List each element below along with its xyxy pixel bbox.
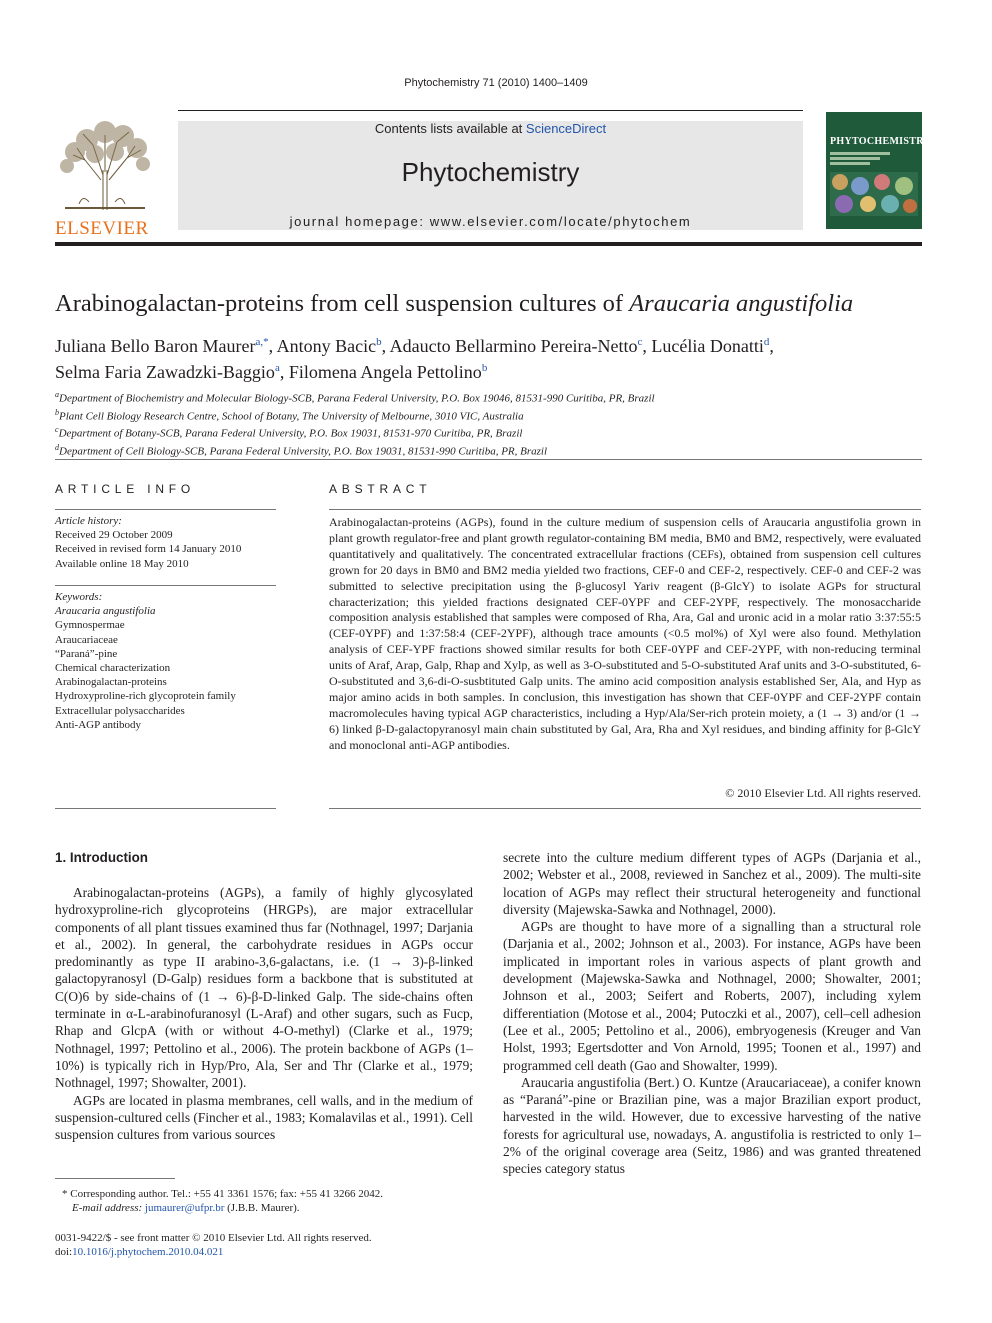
intro-paragraph-5: Araucaria angustifolia (Bert.) O. Kuntze (Araucariaceae), a conifer known as “Paraná”-pine or Brazilian pine, was a major Brazilian export product, harvested in the wild. However, due to excessive harvesting of the native forests for agricultural use, nowadays, A. angustifolia is restricted to only 1–2% of the original coverage area (Seitz, 1986) and was granted threatened species category status [503,1074,921,1177]
affiliation-item [55,423,922,441]
elsevier-logo[interactable] [55,120,155,239]
author-name[interactable]: Antony Bacic [276,336,377,356]
header-bottom-rule [55,242,922,246]
author-separator: , [268,336,277,356]
keyword-item: Anti-AGP antibody [55,718,142,731]
keyword-list [55,604,276,732]
publisher-name: ELSEVIER [55,218,149,239]
affiliation-item [55,388,922,406]
cover-artwork [830,172,918,216]
article-history [55,514,276,571]
article-title-text: Arabinogalactan-proteins from cell suspension cultures of [55,290,630,317]
author-line-1 [55,331,922,357]
keyword-item: Arabinogalactan-proteins [55,676,167,689]
article-info-rule-mid [55,585,276,586]
abstract-text: Arabinogalactan-proteins (AGPs), found in the culture medium of suspension cells of Araucaria angustifolia grown in plant growth regulator-free and plant growth regulator-containing BM media, BM0 and BM2, respectively, were evaluated quantitatively and qualitatively. The concentrated extracellular fractions (CEFs), obtained from suspension cell cultures grown for 20 days in BM0 and BM2 media yielded two fractions, CEF-0 and CEF-2, respectively. CEF-0 and CEF-2 was submitted to selective precipitation using the β-glucosyl Yariv reagent (β-GlcY) to isolate AGPs for structural characterization; this yielded fractions designated CEF-0YPF and CEF-2YPF, respectively. The monosaccharide composition analysis established that samples were composed of Rha, Ara, Gal and uronic acid in a molar ratio 3:37:55:5 (CEF-0YPF) and 1:37:58:4 (CEF-2YPF), although trace amounts (<0.5 mol%) of Xyl were also found. Methylation analysis of CEF-YPF fractions showed similar results for both CEF-0YPF and CEF-2YPF, with non-reducing terminal units of Araf, Arap, Galp, Rhap and Xylp, as well as 3-O-substituted and 5-O-substituted Araf units and 3-O-substituted, 6-O-substituted and 3,6-di-O-susbtituted Galp units. The amino acid composition analysis established Ser, Ala, and Hyp as major amino acids in both samples. In conclusion, this investigation has shown that CEF-0YPF and CEF-2YPF contain macromolecules having typical AGP characteristics, including a Hyp/Ala/Ser-rich protein moiety, a (1 → 3) and/or (1 → 6) linked β-D-galactopyranosyl main chain substituted by Gal, Ara, Rha and Xyl residues, and binding affinity for β-GlcY and monoclonal anti-AGP antibodies. [329,515,921,752]
affiliations [55,388,922,459]
keyword-item: “Paraná”-pine [55,647,118,660]
author-name[interactable]: Juliana Bello Baron Maurer [55,336,256,356]
doi-link[interactable]: 10.1016/j.phytochem.2010.04.021 [72,1246,224,1258]
intro-right-column [503,849,921,1178]
author-name[interactable]: Adaucto Bellarmino Pereira-Netto [389,336,638,356]
email-suffix: (J.B.B. Maurer). [224,1202,300,1214]
article-info-rule-top [55,509,276,510]
author-affiliation-mark[interactable]: c [637,336,643,348]
history-online: Available online 18 May 2010 [55,557,189,570]
article-title [55,290,853,318]
affiliation-mark: b [55,407,59,417]
keyword-item: Extracellular polysaccharides [55,704,185,717]
affiliation-mark: d [55,442,59,452]
corresponding-author-note [62,1187,482,1215]
author-affiliation-mark[interactable]: a [274,362,280,374]
affiliation-text: Department of Cell Biology-SCB, Parana Federal University, P.O. Box 19031, 81531-990 Curitiba, PR, Brazil [59,445,548,458]
journal-header-box [178,121,803,230]
intro-paragraph-1: Arabinogalactan-proteins (AGPs), a family of highly glycosylated hydroxyproline-rich glycoproteins (HRGPs), are major extracellular components of all plant tissues examined thus far (Nothnagel, 1997; Darjania et al., 2002). In general, the carbohydrate residues in AGPs occur predominantly as type II arabino-3,6-galactans, i.e. (1 → 3)-β-linked galactopyranosyl (D-Galp) residues form a backbone that is substituted at C(O)6 by side-chains of (1 → 6)-β-D-linked Galp. The side-chains often terminate in α-L-arabinofuranosyl (L-Araf) and other sugars, such as Fucp, Rhap and GlcpA (with or without 4-O-methyl) (Clarke et al., 1979; Nothnagel, 1997; Pettolino et al., 2006). The protein backbone of AGPs (1–10%) is typically rich in Hyp/Pro, Ala, Ser and Thr (Clarke et al., 1979; Nothnagel, 1997; Showalter, 2001). [55,885,473,1091]
author-separator: , [279,362,289,382]
author-affiliation-mark[interactable]: b [481,362,488,374]
keyword-item: Chemical characterization [55,662,171,675]
intro-heading: 1. Introduction [55,850,148,865]
header-top-rule [178,110,803,111]
affiliation-mark: c [55,425,59,435]
intro-left-column [55,884,473,1143]
affiliation-mark: a [55,390,59,399]
abstract-rule-bottom [329,808,921,809]
keyword-item: Gymnospermae [55,619,125,632]
author-line-2 [55,357,922,383]
keyword-item: Hydroxyproline-rich glycoprotein family [55,690,236,703]
keywords-label: Keywords: [55,591,103,603]
contents-line [178,121,803,136]
article-info-rule-bottom [55,808,276,809]
elsevier-tree-icon [55,120,155,212]
journal-cover-image[interactable] [826,112,931,229]
keyword-item: Araucaria angustifolia [55,605,156,618]
author-list [55,331,922,383]
doi-line [55,1245,555,1259]
history-label: Article history: [55,515,122,527]
journal-homepage[interactable]: journal homepage: www.elsevier.com/locate/phytochem [289,214,692,229]
history-revised: Received in revised form 14 January 2010 [55,543,242,556]
affiliation-text: Department of Biochemistry and Molecular Biology-SCB, Parana Federal University, P.O. Box 19046, 81531-990 Curitiba, PR, Brazil [59,392,655,405]
journal-title[interactable]: Phytochemistry [401,157,580,187]
keyword-item: Araucariaceae [55,633,118,646]
keywords-block [55,590,276,732]
affiliation-rule [55,459,922,460]
author-affiliation-mark[interactable]: b [376,336,382,348]
email-label: E-mail address: [72,1202,145,1214]
article-info-heading: ARTICLE INFO [55,482,196,496]
affiliation-text: Plant Cell Biology Research Centre, School of Botany, The University of Melbourne, 3010 VIC, Australia [59,410,524,423]
contents-prefix: Contents lists available at [374,121,526,136]
author-name[interactable]: Selma Faria Zawadzki-Baggio [55,362,275,382]
doi-label: doi: [55,1246,73,1258]
affiliation-item [55,441,922,459]
author-name[interactable]: Filomena Angela Pettolino [288,362,482,382]
author-separator: , [769,336,774,356]
email-link[interactable]: jumaurer@ufpr.br [144,1202,225,1214]
email-line [62,1201,482,1215]
corresponding-author-text: * Corresponding author. Tel.: +55 41 3361 1576; fax: +55 41 3266 2042. [62,1188,383,1200]
cover-title: PHYTOCHEMISTRY [830,136,931,147]
article-title-species: Araucaria angustifolia [629,290,854,317]
affiliation-item [55,406,922,424]
affiliation-text: Department of Botany-SCB, Parana Federal University, P.O. Box 19031, 81531-970 Curitiba, PR, Brazil [58,427,523,440]
author-separator: , [642,336,652,356]
author-separator: , [381,336,390,356]
issn-line: 0031-9422/$ - see front matter © 2010 Elsevier Ltd. All rights reserved. [55,1232,372,1244]
intro-paragraph-4: AGPs are thought to have more of a signalling than a structural role (Darjania et al., 2002; Johnson et al., 2003). For instance, AGPs have been implicated in important roles in various aspects of plant growth and development (Majewska-Sawka and Nothnagel, 2000; Showalter, 2001; Johnson et al., 2003; Seifert and Roberts, 2007), including xylem differentiation (Motose et al., 2004; Putoczki et al., 2007), cell–cell adhesion (Lee et al., 2005; Pettolino et al., 2006), embryogenesis (Kreuger and Van Holst, 1993; Egertsdotter and Von Arnold, 1995; Toonen et al., 1997) and programmed cell death (Gao and Showalter, 1999). [503,919,921,1073]
abstract-copyright: © 2010 Elsevier Ltd. All rights reserved. [725,786,921,800]
footnote-rule [55,1178,175,1179]
intro-paragraph-3: secrete into the culture medium different types of AGPs (Darjania et al., 2002; Webster et al., 2008, reviewed in Sanchez et al., 2009). The multi-site location of AGPs may reflect their structural heterogeneity and functional diversity (Majewska-Sawka and Nothnagel, 2000). [503,850,921,917]
cover-subtitle-lines [830,150,918,172]
abstract-rule-top [329,509,921,510]
author-affiliation-mark[interactable]: a,* [255,336,269,348]
intro-paragraph-2: AGPs are located in plasma membranes, cell walls, and in the medium of suspension-cultured cells (Fincher et al., 1983; Komalavilas et al., 1991). Cell suspension cultures from various sources [55,1092,473,1143]
abstract-heading: ABSTRACT [329,482,432,496]
journal-citation: Phytochemistry 71 (2010) 1400–1409 [404,77,588,89]
author-name[interactable]: Lucélia Donatti [651,336,764,356]
front-matter-note [55,1231,555,1259]
author-affiliation-mark[interactable]: d [763,336,770,348]
sciencedirect-link[interactable]: ScienceDirect [525,121,607,136]
history-received: Received 29 October 2009 [55,529,173,542]
